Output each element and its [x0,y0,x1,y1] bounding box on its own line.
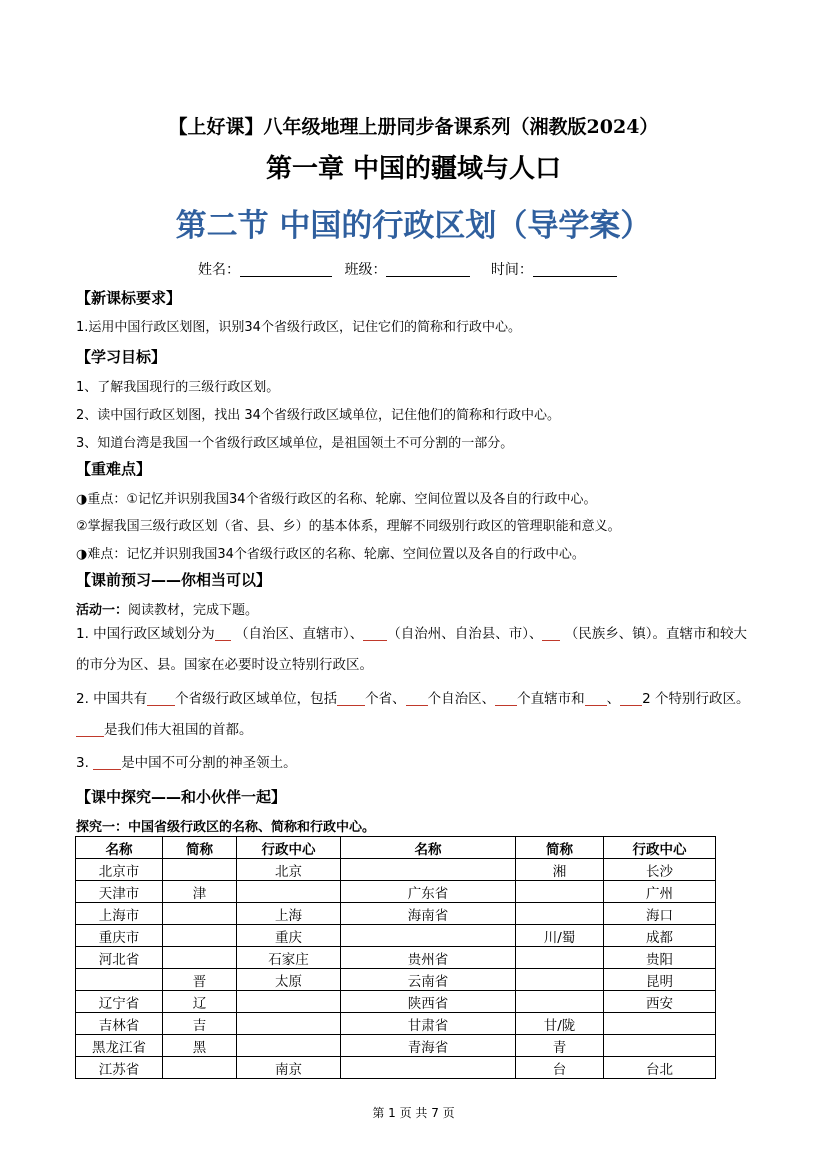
keypoints-heading: 【重难点】 [76,460,152,478]
cell-name-1: 重庆市 [76,925,163,947]
q2-blank-5[interactable] [585,691,607,706]
table-row [76,1013,716,1035]
cell-capital-2: 西安 [604,991,716,1013]
cell-capital-1: 太原 [237,969,341,991]
header-name-2: 名称 [341,837,516,859]
cell-abbr-1: 晋 [163,969,237,991]
q1-text-d: （民族乡、镇）。直辖市和较大的市分为区、县。国家在必要时设立特别行政区。 [76,626,748,673]
cell-abbr-1[interactable] [163,1057,237,1079]
goals-heading: 【学习目标】 [76,348,167,366]
cell-abbr-1[interactable] [163,859,237,881]
q1-text-b: （自治区、直辖市）、 [234,626,364,642]
cell-capital-1[interactable] [237,881,341,903]
cell-abbr-2[interactable] [516,881,604,903]
explore-text: 中国省级行政区的名称、简称和行政中心。 [128,820,376,835]
header-capital-1: 行政中心 [237,837,341,859]
explore-line [76,816,375,835]
cell-capital-2: 广州 [604,881,716,903]
name-label: 姓名： [198,262,240,278]
cell-name-2: 广东省 [341,881,516,903]
cell-name-2: 海南省 [341,903,516,925]
cell-abbr-2: 台 [516,1057,604,1079]
table-row [76,903,716,925]
cell-abbr-2[interactable] [516,903,604,925]
cell-name-1: 天津市 [76,881,163,903]
cell-name-1[interactable] [76,969,163,991]
cell-capital-2: 贵阳 [604,947,716,969]
q1-blank-3[interactable] [542,626,560,641]
name-blank[interactable] [240,262,332,277]
cell-name-2[interactable] [341,1057,516,1079]
cell-name-2: 陕西省 [341,991,516,1013]
q1-text-a: 1. 中国行政区域划分为 [76,626,215,642]
cell-abbr-2: 甘/陇 [516,1013,604,1035]
table-header-row [76,837,716,859]
q1-blank-1[interactable] [215,626,231,641]
header-capital-2: 行政中心 [604,837,716,859]
cell-abbr-2[interactable] [516,969,604,991]
cell-name-2: 青海省 [341,1035,516,1057]
preview-heading: 【课前预习——你相当可以】 [76,571,272,589]
series-title: 【上好课】八年级地理上册同步备课系列（湘教版2024） [168,116,659,138]
cell-abbr-2[interactable] [516,947,604,969]
chapter-title: 第一章 中国的疆域与人口 [265,154,562,184]
cell-capital-2: 昆明 [604,969,716,991]
class-blank[interactable] [386,262,470,277]
curriculum-heading: 【新课标要求】 [76,289,182,307]
question-3 [76,748,756,779]
cell-abbr-1: 辽 [163,991,237,1013]
cell-abbr-1[interactable] [163,925,237,947]
table-row [76,1057,716,1079]
explore-heading: 【课中探究——和小伙伴一起】 [76,788,287,806]
q2-text-g: 2 个特别行政区。 [642,691,750,707]
student-info [198,259,617,279]
q2-blank-6[interactable] [620,691,642,706]
difficult-label: ◑难点： [76,547,127,562]
province-table [75,836,716,1079]
question-1 [76,619,756,681]
q2-blank-7[interactable] [76,722,104,737]
table-row [76,969,716,991]
cell-capital-1[interactable] [237,1013,341,1035]
cell-name-1: 黑龙江省 [76,1035,163,1057]
q2-text-a: 2. 中国共有 [76,691,148,707]
header-abbr-2: 简称 [516,837,604,859]
cell-name-1: 吉林省 [76,1013,163,1035]
goal-item-3: 3、知道台湾是我国一个省级行政区域单位，是祖国领土不可分割的一部分。 [76,436,514,451]
q3-blank-1[interactable] [93,755,121,770]
cell-capital-2: 海口 [604,903,716,925]
cell-abbr-2: 湘 [516,859,604,881]
cell-abbr-1: 津 [163,881,237,903]
q2-blank-1[interactable] [147,691,175,706]
cell-capital-1[interactable] [237,1035,341,1057]
goal-item-2: 2、读中国行政区划图，找出 34个省级行政区域单位，记住他们的简称和行政中心。 [76,408,560,423]
cell-capital-2: 台北 [604,1057,716,1079]
cell-name-1: 河北省 [76,947,163,969]
key-point [76,488,597,507]
cell-name-1: 辽宁省 [76,991,163,1013]
cell-abbr-2: 青 [516,1035,604,1057]
difficult-text: 记忆并识别我国34个省级行政区的名称、轮廓、空间位置以及各自的行政中心。 [126,547,585,562]
cell-abbr-1[interactable] [163,903,237,925]
cell-capital-2: 长沙 [604,859,716,881]
curriculum-item-1: 1.运用中国行政区划图，识别34个省级行政区，记住它们的简称和行政中心。 [76,320,521,335]
table-row [76,1035,716,1057]
key-label: ◑重点： [76,492,127,507]
cell-name-2: 甘肃省 [341,1013,516,1035]
question-2 [76,684,756,746]
cell-capital-1: 南京 [237,1057,341,1079]
cell-abbr-1: 吉 [163,1013,237,1035]
cell-name-2: 云南省 [341,969,516,991]
cell-capital-2[interactable] [604,1035,716,1057]
time-label: 时间： [490,262,533,278]
cell-capital-1: 北京 [237,859,341,881]
time-blank[interactable] [533,262,617,277]
table-row [76,881,716,903]
cell-capital-1[interactable] [237,991,341,1013]
cell-name-1: 北京市 [76,859,163,881]
q1-blank-2[interactable] [363,626,387,641]
cell-abbr-2[interactable] [516,991,604,1013]
q2-blank-2[interactable] [337,691,365,706]
q2-blank-3[interactable] [406,691,428,706]
cell-capital-2[interactable] [604,1013,716,1035]
cell-name-2: 贵州省 [341,947,516,969]
cell-name-1: 江苏省 [76,1057,163,1079]
header-abbr-1: 简称 [163,837,237,859]
header-name-1: 名称 [76,837,163,859]
page-number: 第 1 页 共 7 页 [372,1106,455,1120]
cell-name-2[interactable] [341,859,516,881]
difficult-point [76,543,585,562]
q2-blank-4[interactable] [495,691,517,706]
table-row [76,991,716,1013]
cell-abbr-2: 川/蜀 [516,925,604,947]
q1-text-c: （自治州、自治县、市）、 [387,626,543,642]
activity-label: 活动一： [76,603,129,618]
table-row [76,925,716,947]
q2-text-c: 个省、 [365,691,406,707]
q3-text-b: 是中国不可分割的神圣领土。 [121,755,297,771]
table-row [76,859,716,881]
q2-text-d: 个自治区、 [427,691,496,707]
q3-text-a: 3. [76,755,89,771]
cell-capital-1: 石家庄 [237,947,341,969]
key-point-2: ②掌握我国三级行政区划（省、县、乡）的基本体系，理解不同级别行政区的管理职能和意义。 [76,519,621,534]
q2-text-e: 个直辖市和 [517,691,585,707]
cell-capital-1: 上海 [237,903,341,925]
activity-line [76,599,258,618]
cell-capital-1: 重庆 [237,925,341,947]
cell-name-1: 上海市 [76,903,163,925]
goal-item-1: 1、了解我国现行的三级行政区划。 [76,380,280,395]
activity-text: 阅读教材，完成下题。 [128,603,259,618]
class-label: 班级： [344,262,387,278]
cell-abbr-1: 黑 [163,1035,237,1057]
table-row [76,947,716,969]
q2-text-b: 个省级行政区域单位，包括 [175,691,338,707]
cell-capital-2: 成都 [604,925,716,947]
q2-text-h: 是我们伟大祖国的首都。 [104,722,253,738]
explore-label: 探究一： [76,820,129,835]
q2-text-f: 、 [606,691,621,707]
key-text: ①记忆并识别我国34个省级行政区的名称、轮廓、空间位置以及各自的行政中心。 [126,492,597,507]
cell-name-2[interactable] [341,925,516,947]
section-title: 第二节 中国的行政区划（导学案） [175,208,652,244]
cell-abbr-1[interactable] [163,947,237,969]
